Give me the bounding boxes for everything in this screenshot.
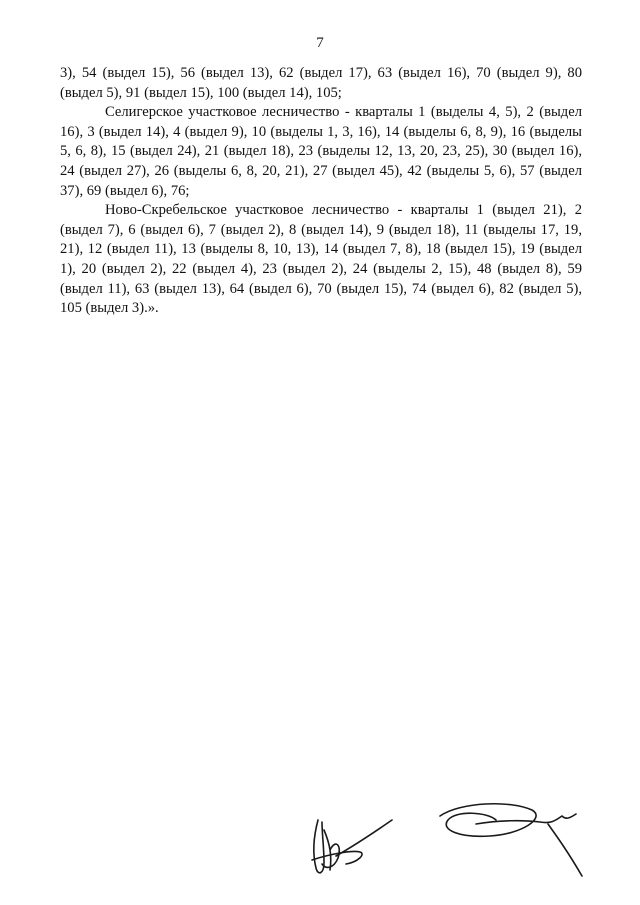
handwritten-signature (300, 790, 600, 890)
signature-main-stroke (548, 824, 582, 876)
signature-main-stroke (476, 814, 576, 824)
page-number: 7 (316, 35, 324, 51)
signature-initials-stroke (336, 820, 392, 856)
paragraph-seliger-forestry: Селигерское участковое лесничество - кварталы 1 (выделы 4, 5), 2 (выдел 16), 3 (выдел 14), 4 (выдел 9), 10 (выделы 1, 3, 16), 14 (выделы 6, 8, 9), 16 (выделы 5, 6, 8), 15 (выдел 24), 21 (выдел 18), 23 (выделы 12, 13, 20, 23, 25), 30 (выдел 16), 24 (выдел 27), 26 (выделы 6, 8, 20, 21), 27 (выдел 45), 42 (выделы 5, 6), 57 (выдел 37), 69 (выдел 6), 76; (60, 104, 582, 199)
paragraph-continuation: 3), 54 (выдел 15), 56 (выдел 13), 62 (выдел 17), 63 (выдел 16), 70 (выдел 9), 80 (выдел 5), 91 (выдел 15), 100 (выдел 14), 105; (60, 65, 582, 101)
signature-initials-stroke (312, 851, 362, 864)
paragraph-novo-skrebel-forestry: Ново-Скребельское участковое лесничество - кварталы 1 (выдел 21), 2 (выдел 7), 6 (выдел 6), 7 (выдел 2), 8 (выдел 14), 9 (выдел 18), 11 (выделы 17, 19, 21), 12 (выдел 11), 13 (выделы 8, 10, 13), 14 (выдел 7, 8), 18 (выдел 15), 19 (выдел 1), 20 (выдел 2), 22 (выдел 4), 23 (выдел 2), 24 (выделы 2, 15), 48 (выдел 8), 59 (выдел 11), 63 (выдел 13), 64 (выдел 6), 70 (выдел 15), 74 (выдел 6), 82 (выдел 5), 105 (выдел 3).». (60, 202, 582, 317)
document-body (60, 64, 582, 319)
